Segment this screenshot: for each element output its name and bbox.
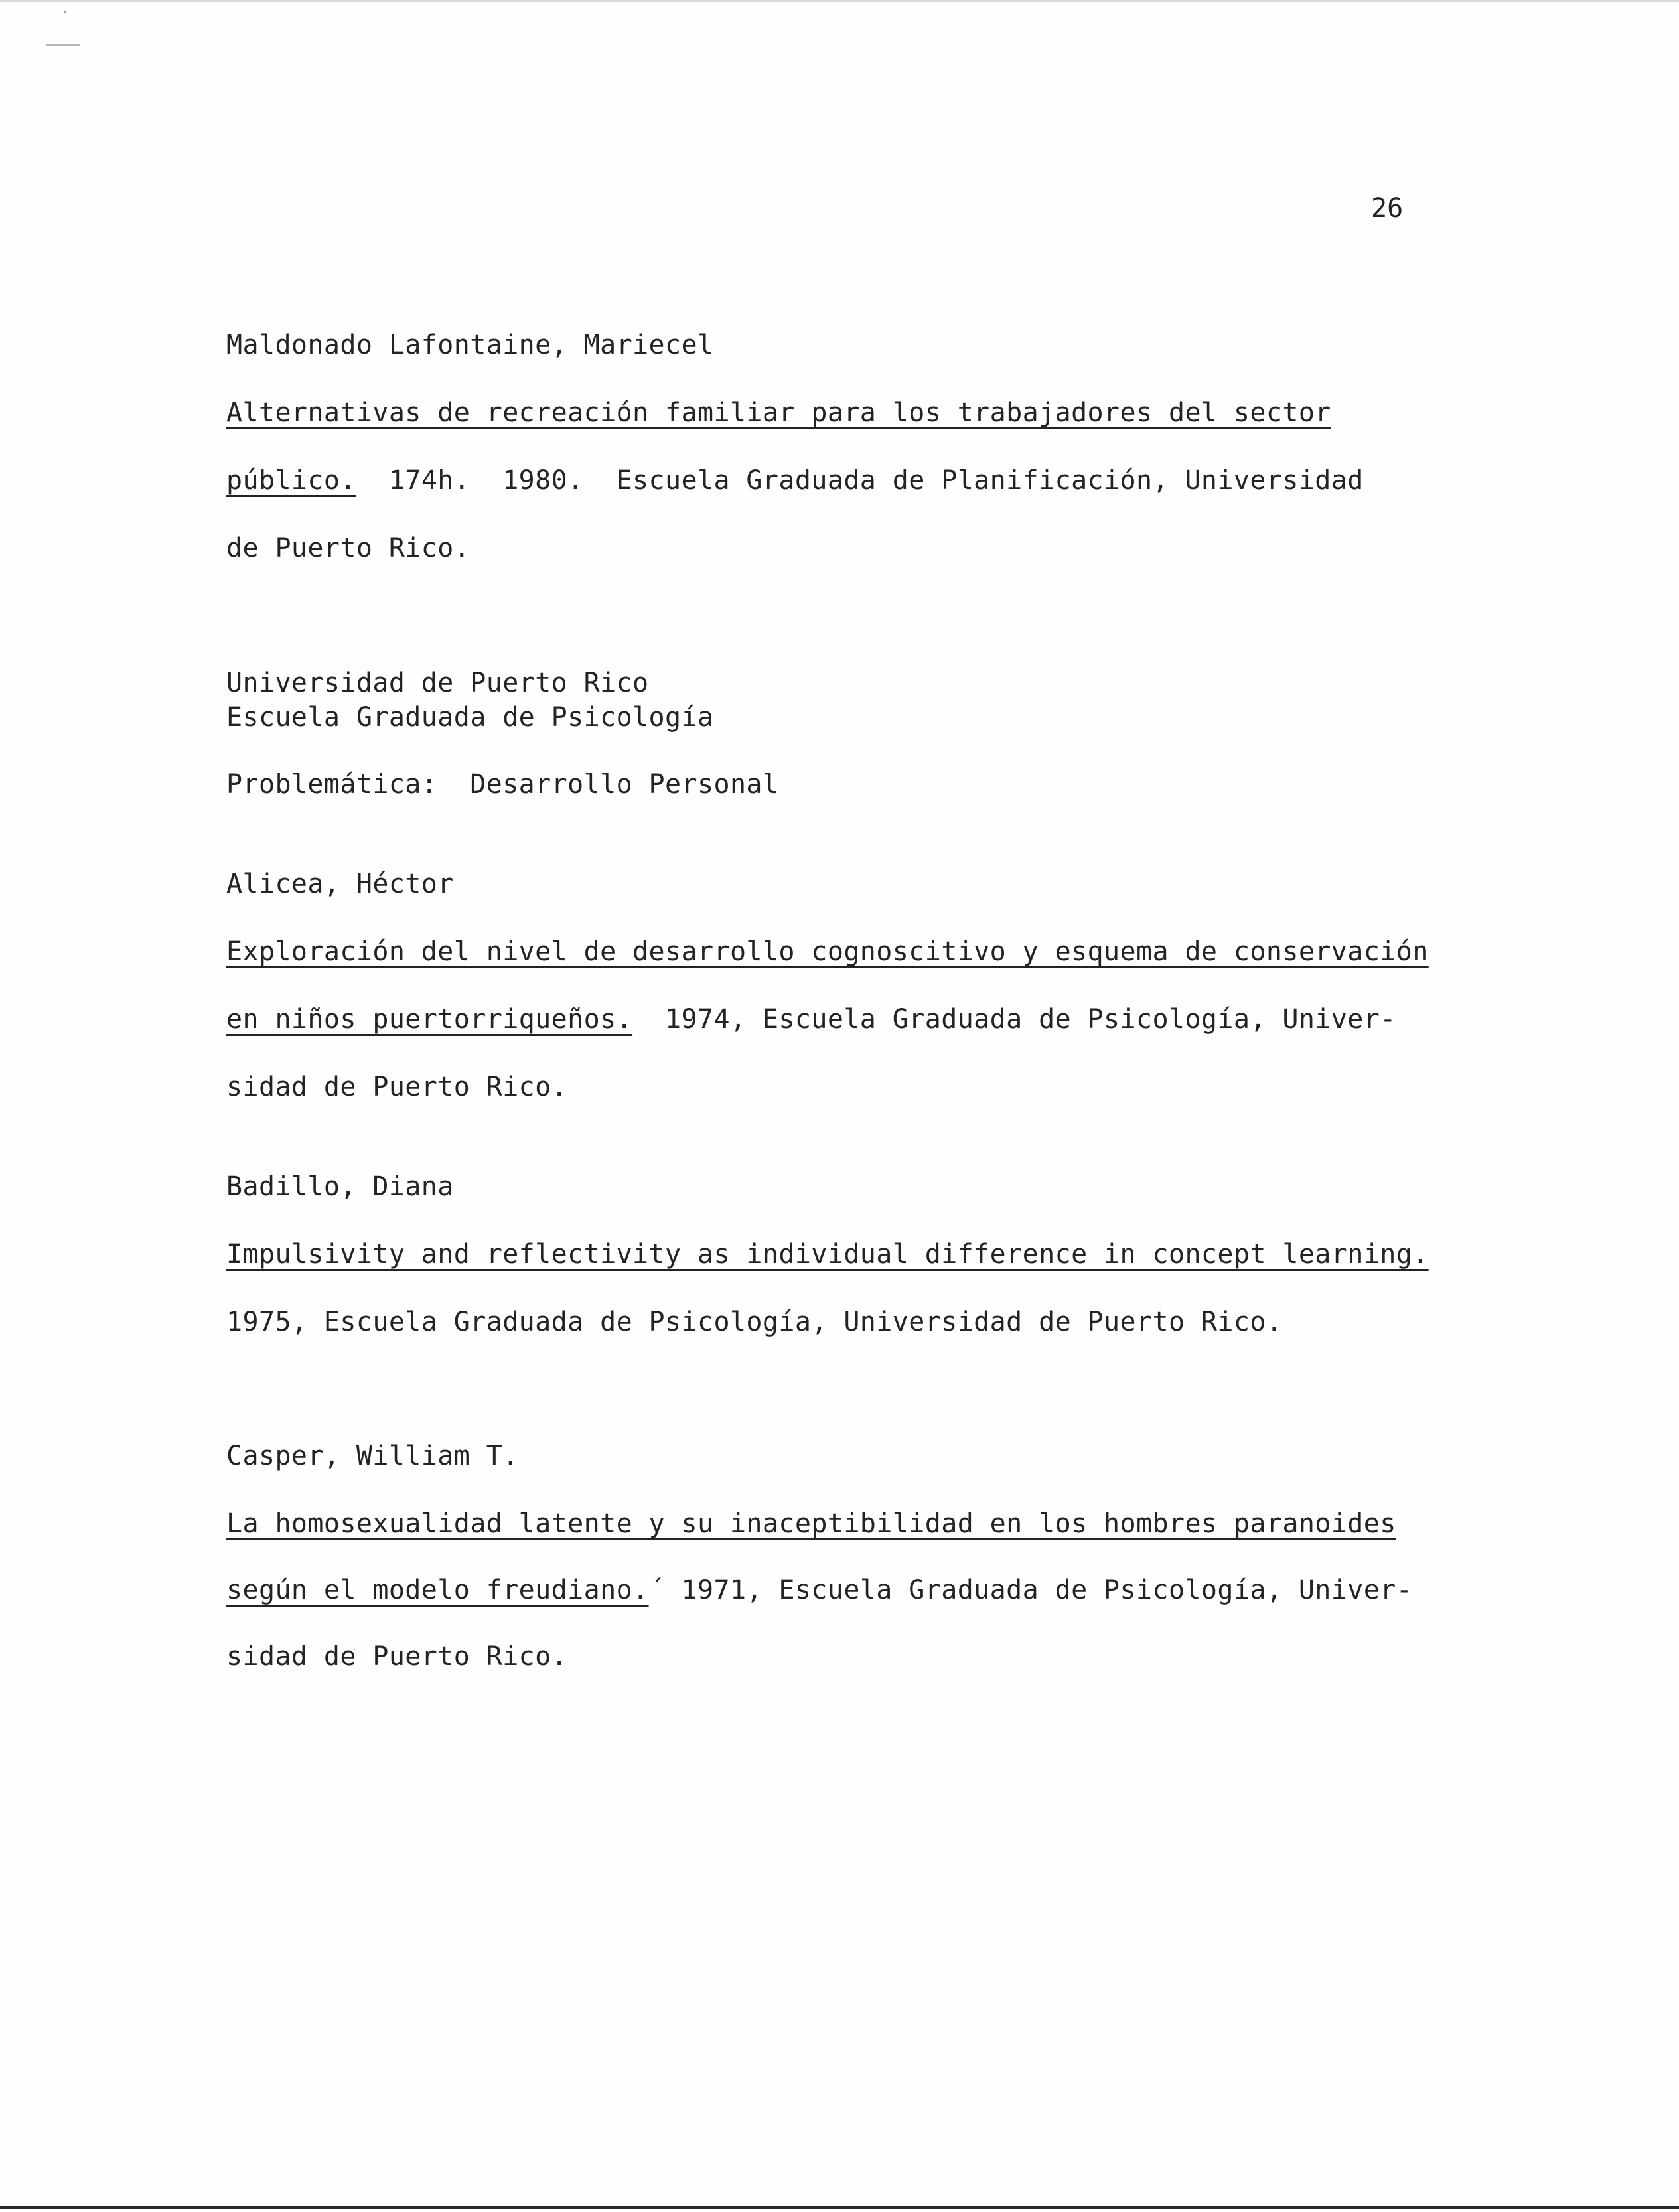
entry-title-line xyxy=(226,1238,1429,1270)
entry-title-line xyxy=(226,465,1364,496)
entry-author: Alicea, Héctor xyxy=(226,869,454,899)
entry-title-underlined: Impulsivity and reflectivity as individual difference in concept learning. xyxy=(226,1239,1429,1270)
entry-text-line xyxy=(226,532,470,564)
section-problematica: Problemática: Desarrollo Personal xyxy=(226,769,779,800)
entry-title-underlined: público. xyxy=(226,465,356,496)
entry-title-underlined: Alternativas de recreación familiar para los trabajadores del sector xyxy=(226,398,1331,428)
entry-text: ´ 1971, Escuela Graduada de Psicología, Univer- xyxy=(648,1575,1413,1605)
scan-speck xyxy=(64,11,66,13)
entry-text-line xyxy=(226,1071,567,1103)
entry-text: sidad de Puerto Rico. xyxy=(226,1641,568,1672)
page-top-edge xyxy=(0,0,1679,2)
entry-title-line xyxy=(226,1003,1396,1035)
entry-title-underlined: según el modelo freudiano. xyxy=(226,1575,649,1605)
entry-text: 1974, Escuela Graduada de Psicología, Univer- xyxy=(632,1004,1396,1035)
entry-title-line xyxy=(226,936,1429,968)
page-bottom-edge xyxy=(0,2206,1679,2209)
entry-text: 1975, Escuela Graduada de Psicología, Universidad de Puerto Rico. xyxy=(226,1307,1283,1337)
scan-speck xyxy=(46,44,80,46)
entry-text: de Puerto Rico. xyxy=(226,533,471,563)
entry-title-line xyxy=(226,1574,1412,1606)
entry-text-line xyxy=(226,1306,1282,1338)
entry-title-underlined: en niños puertorriqueños. xyxy=(226,1004,633,1035)
entry-author: Badillo, Diana xyxy=(226,1171,454,1202)
entry-author: Casper, William T. xyxy=(226,1441,519,1471)
entry-text-line xyxy=(226,1641,567,1672)
section-institution: Universidad de Puerto Rico xyxy=(226,668,649,698)
entry-title-underlined: La homosexualidad latente y su inaceptibilidad en los hombres paranoides xyxy=(226,1509,1396,1539)
entry-title-line xyxy=(226,1508,1396,1540)
section-school: Escuela Graduada de Psicología xyxy=(226,702,714,733)
entry-title-line xyxy=(226,397,1331,429)
page-number: 26 xyxy=(1371,193,1404,224)
entry-author: Maldonado Lafontaine, Mariecel xyxy=(226,330,714,360)
entry-title-underlined: Exploración del nivel de desarrollo cognoscitivo y esquema de conservación xyxy=(226,936,1429,967)
entry-text: sidad de Puerto Rico. xyxy=(226,1072,568,1102)
entry-text: 174h. 1980. Escuela Graduada de Planificación, Universidad xyxy=(356,465,1364,496)
